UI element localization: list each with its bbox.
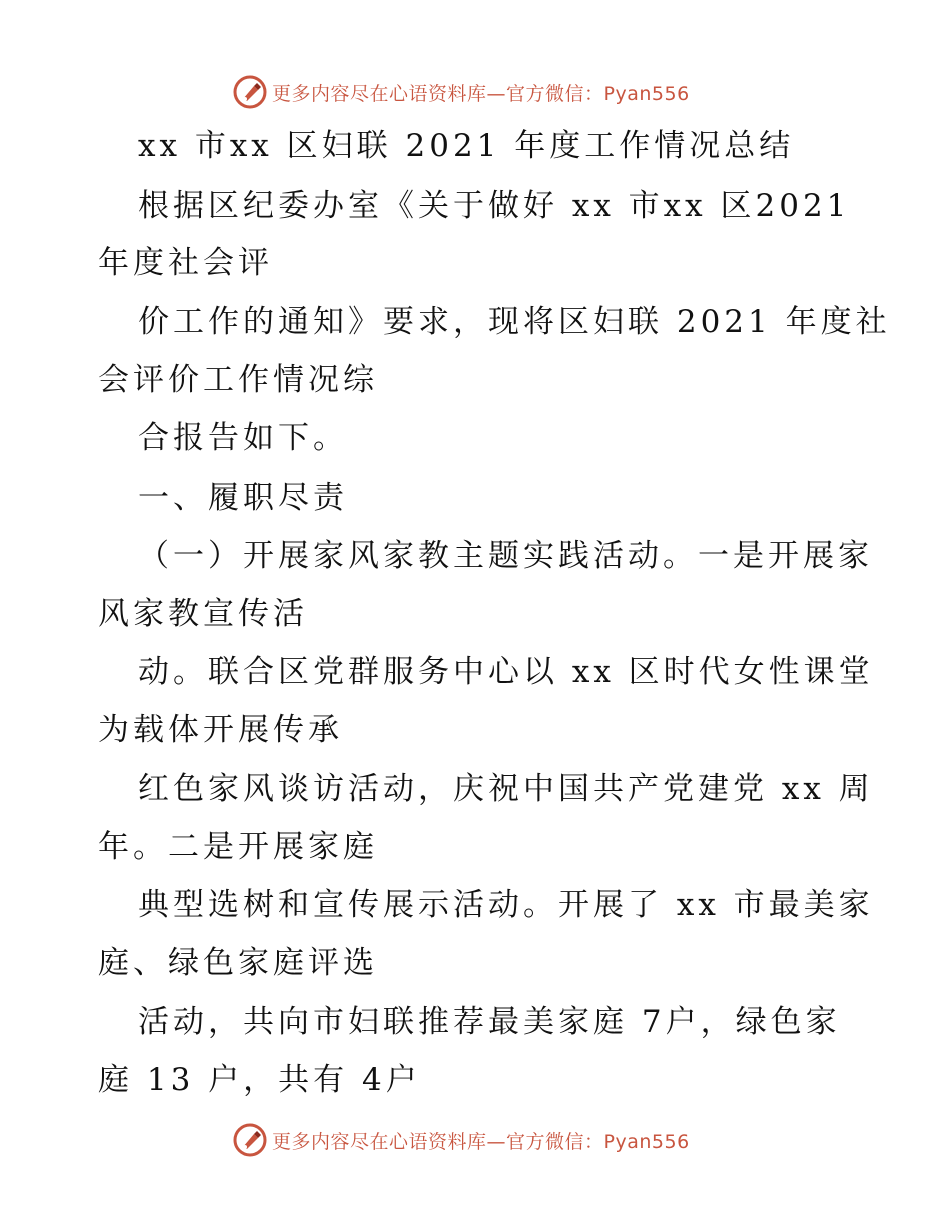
document-title: xx 市xx 区妇联 2021 年度工作情况总结	[138, 128, 795, 164]
paragraph-line: 价工作的通知》要求，现将区妇联 2021 年度社	[138, 304, 891, 340]
paragraph-line: 年。二是开展家庭	[98, 829, 378, 865]
paragraph-line: 会评价工作情况综	[98, 362, 378, 398]
paragraph-line: （一）开展家风家教主题实践活动。一是开展家	[138, 538, 873, 574]
paragraph-line: 典型选树和宣传展示活动。开展了 xx 市最美家	[138, 887, 874, 923]
paragraph-line: 庭、绿色家庭评选	[98, 945, 378, 981]
paragraph-line: 风家教宣传活	[98, 596, 308, 632]
paragraph-line: 年度社会评	[98, 245, 273, 281]
paragraph-line: 活动，共向市妇联推荐最美家庭 7户，绿色家	[138, 1004, 841, 1040]
pen-nib-logo-icon	[232, 1122, 268, 1158]
paragraph-line: 红色家风谈访活动，庆祝中国共产党建党 xx 周	[138, 771, 874, 807]
paragraph-line: 合报告如下。	[138, 420, 348, 456]
paragraph-line: 动。联合区党群服务中心以 xx 区时代女性课堂	[138, 654, 874, 690]
watermark-banner-bottom	[232, 1120, 712, 1160]
section-heading: 一、履职尽责	[138, 480, 348, 516]
watermark-text: 更多内容尽在心语资料库—官方微信：Pyan556	[272, 1130, 690, 1153]
paragraph-line: 庭 13 户，共有 4户	[98, 1062, 421, 1098]
paragraph-line: 根据区纪委办室《关于做好 xx 市xx 区2021	[138, 188, 851, 224]
watermark-text: 更多内容尽在心语资料库—官方微信：Pyan556	[272, 82, 690, 105]
paragraph-line: 为载体开展传承	[98, 712, 343, 748]
